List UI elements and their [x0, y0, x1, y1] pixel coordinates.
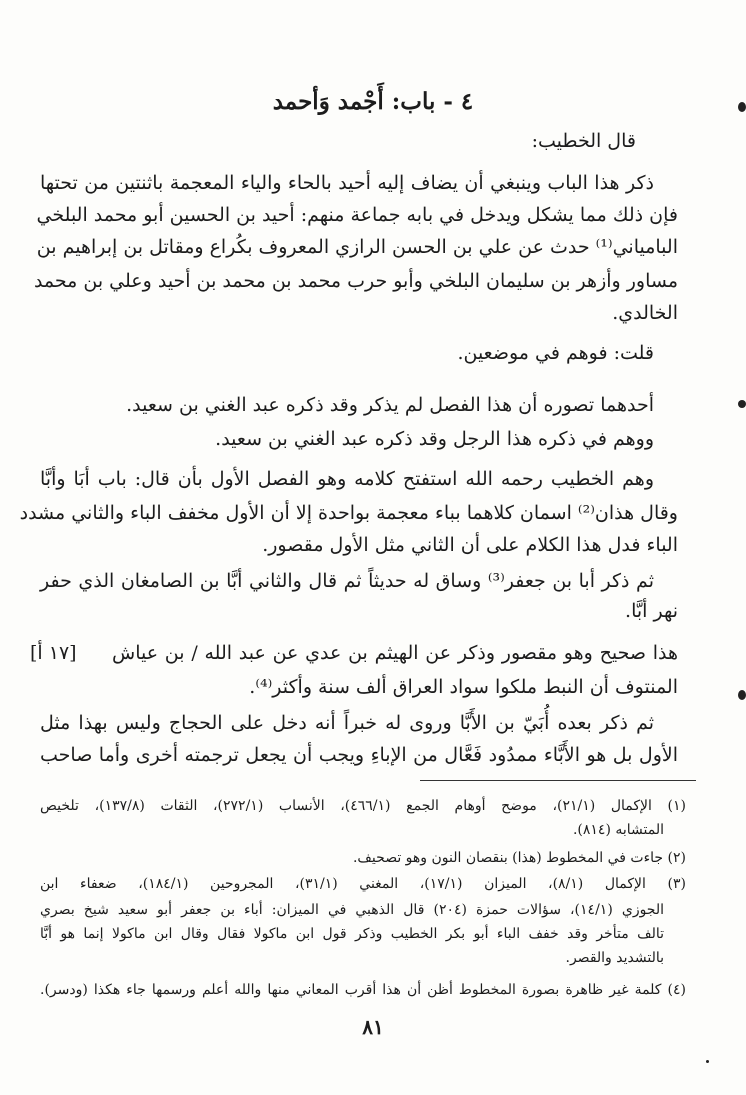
scan-mark: [738, 102, 746, 112]
scan-mark: [706, 1060, 709, 1063]
footnote-divider: [420, 780, 696, 781]
body-line: أحدهما تصوره أن هذا الفصل لم يذكر وقد ذكره عبد الغني بن سعيد.: [126, 394, 654, 416]
body-line: الأول بل هو الأَبَّاء ممدُود فَعَّال من الإباءِ ويجب أن يجعل ترجمته أخرى وأما صاحب: [40, 744, 678, 766]
body-line: هذا صحيح وهو مقصور وذكر عن الهيثم بن عدي عن عبد الله / بن عياش: [112, 642, 678, 664]
body-line: مساور وأزهر بن سليمان البلخي وأبو حرب محمد بن محمد بن أحيد وعلي بن محمد: [33, 270, 678, 292]
body-line: نهر أبَّا.: [625, 600, 678, 622]
footnote-line: (٣) الإكمال (٨/١)، الميزان (١٧/١)، المغني (٣١/١)، المجروحين (١٨٤/١)، ضعفاء ابن: [40, 876, 686, 892]
footnote-line: الجوزي (١٤/١)، سؤالات حمزة (٢٠٤) قال الذهبي في الميزان: أباء بن جعفر أبو سعيد شيخ بصري: [40, 902, 665, 918]
body-line: قلت: فوهم في موضعين.: [457, 342, 654, 364]
body-line: وهم الخطيب رحمه الله استفتح كلامه وهو الفصل الأول بأن قال: باب أبَا وأبَّا: [40, 468, 654, 490]
footnote-line: (١) الإكمال (٢١/١)، موضح أوهام الجمع (٤٦٦/١)، الأنساب (٢٧٢/١)، الثقات (١٣٧/٨)، تلخيص: [40, 798, 686, 814]
body-line: الباء فدل هذا الكلام على أن الثاني مثل الأول مقصور.: [262, 534, 678, 556]
body-line: المنتوف أن النبط ملكوا سواد العراق ألف سنة وأكثر⁽⁴⁾.: [249, 676, 678, 698]
body-line: ثم ذكر أبا بن جعفر⁽³⁾ وساق له حديثاً ثم قال والثاني أبَّا بن الصامغان الذي حفر: [40, 570, 654, 592]
body-line: البامياني⁽¹⁾ حدث عن علي بن الحسن الرازي المعروف بكُراع ومقاتل بن إبراهيم بن: [36, 236, 678, 258]
scan-mark: [738, 400, 746, 408]
body-line: فإن ذلك مما يشكل ويدخل في بابه جماعة منهم: أحيد بن الحسين أبو محمد البلخي: [36, 204, 678, 226]
body-line: وقال هذان⁽²⁾ اسمان كلاهما بباء معجمة بواحدة إلا أن الأول مخفف الباء والثاني مشدد: [19, 502, 678, 524]
body-line: ذكر هذا الباب وينبغي أن يضاف إليه أحيد بالحاء والياء المعجمة باثنتين من تحتها: [40, 172, 654, 194]
body-line: ثم ذكر بعده أُبَيّ بن الأَبَّا وروى له خبراً أنه دخل على الحجاج وليس بهذا مثل: [40, 712, 654, 734]
footnote-line: المتشابه (٨١٤).: [572, 822, 664, 838]
page-number: ٨١: [362, 1015, 384, 1039]
footnote-line: تالف متأخر وقد خفف الباء أبو بكر الخطيب وذكر قول ابن ماكولا فقال وقال ابن ماكولا إنما هو أبَّا: [40, 926, 664, 942]
footnote-line: (٤) كلمة غير ظاهرة بصورة المخطوط أظن أن هذا أقرب المعاني منها والله أعلم ورسمها جاء هكذا (ودسر).: [40, 982, 686, 998]
footnote-line: بالتشديد والقصر.: [565, 950, 664, 966]
body-line: ووهم في ذكره هذا الرجل وقد ذكره عبد الغني بن سعيد.: [215, 428, 654, 450]
footnote-line: (٢) جاءت في المخطوط (هذا) بنقصان النون وهو تصحيف.: [352, 850, 686, 866]
body-line: الخالدي.: [612, 302, 678, 324]
folio-margin-note: [١٧ أ]: [30, 642, 77, 664]
body-line: قال الخطيب:: [531, 130, 636, 152]
scan-mark: [738, 690, 746, 700]
chapter-heading: ٤ - باب: أَجْمد وَأحمد: [272, 88, 474, 115]
